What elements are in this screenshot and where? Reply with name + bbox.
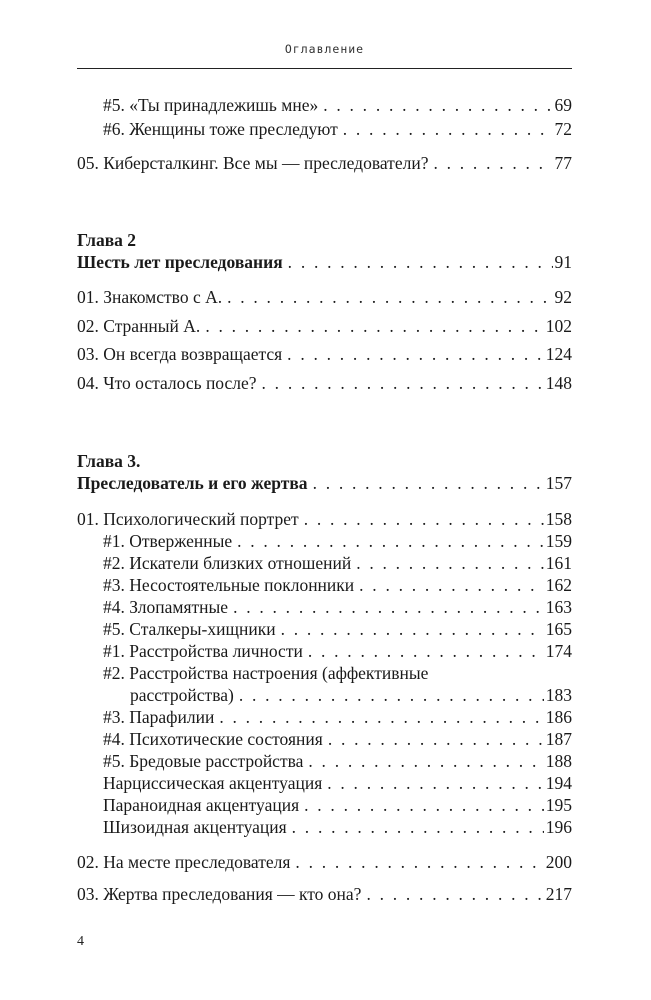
chapter-heading: Глава 2 [77, 230, 137, 250]
toc-entry-page: 69 [554, 95, 572, 115]
leader-dots [359, 574, 544, 596]
toc-entry-label: 02. Странный А. [77, 316, 201, 336]
toc-entry-page: 158 [545, 509, 572, 529]
toc-entry-page: 187 [545, 729, 572, 749]
toc-entry[interactable] [103, 816, 572, 838]
toc-entry[interactable] [77, 286, 572, 308]
toc-entry-page: 195 [545, 795, 572, 815]
leader-dots [356, 552, 544, 574]
toc-entry[interactable] [77, 152, 572, 174]
toc-entry-page: 124 [545, 344, 572, 364]
leader-dots [205, 315, 543, 337]
toc-entry-page: 165 [545, 619, 572, 639]
toc-entry[interactable] [77, 315, 572, 337]
toc-entry[interactable] [103, 728, 572, 750]
toc-entry-page: 163 [545, 597, 572, 617]
leader-dots [287, 343, 544, 365]
toc-entry-label: #1. Отверженные [103, 531, 233, 551]
toc-entry-label: 02. На месте преследователя [77, 852, 291, 872]
toc-entry[interactable] [103, 596, 572, 618]
toc-entry-label: #2. Искатели близких отношений [103, 553, 352, 573]
toc-entry-page: 217 [545, 884, 572, 904]
toc-entry-page: 194 [545, 773, 572, 793]
toc-entry-label: 03. Он всегда возвращается [77, 344, 283, 364]
toc-entry-page: 186 [545, 707, 572, 727]
leader-dots [343, 118, 553, 140]
toc-entry-page: 91 [554, 252, 572, 272]
toc-entry[interactable] [103, 574, 572, 596]
header-rule [77, 68, 572, 69]
leader-dots [308, 640, 544, 662]
toc-entry[interactable] [103, 552, 572, 574]
toc-entry[interactable] [103, 118, 572, 140]
toc-entry-label: расстройства) [130, 685, 234, 705]
leader-dots [292, 816, 544, 838]
toc-entry-label: 05. Киберсталкинг. Все мы — преследователи? [77, 153, 429, 173]
leader-dots [323, 94, 552, 116]
toc-entry-page: 161 [545, 553, 572, 573]
toc-entry-label: #1. Расстройства личности [103, 641, 303, 661]
toc-entry[interactable] [77, 851, 572, 873]
leader-dots [233, 596, 544, 618]
leader-dots [237, 530, 544, 552]
toc-entry-label: #4. Злопамятные [103, 597, 229, 617]
leader-dots [304, 794, 544, 816]
toc-entry[interactable] [77, 883, 572, 905]
toc-entry-page: 148 [545, 373, 572, 393]
chapter-title: Шесть лет преследования [77, 252, 283, 272]
toc-entry-label: 01. Психологический портрет [77, 509, 299, 529]
toc-entry[interactable] [103, 640, 572, 662]
leader-dots [227, 286, 552, 308]
leader-dots [288, 251, 553, 273]
leader-dots [295, 851, 543, 873]
leader-dots [304, 508, 544, 530]
toc-entry-label[interactable]: #2. Расстройства настроения (аффективные [103, 663, 429, 683]
chapter-title-entry[interactable] [77, 251, 572, 273]
toc-entry-page: 174 [545, 641, 572, 661]
toc-entry-label: Нарциссическая акцентуация [103, 773, 323, 793]
toc-entry[interactable] [103, 750, 572, 772]
toc-entry-page: 157 [545, 473, 572, 493]
toc-entry-label: 04. Что осталось после? [77, 373, 257, 393]
toc-entry[interactable] [77, 372, 572, 394]
leader-dots [328, 728, 544, 750]
toc-entry[interactable] [103, 94, 572, 116]
chapter-heading: Глава 3. [77, 451, 141, 471]
toc-entry-page: 188 [545, 751, 572, 771]
toc-entry-page: 77 [554, 153, 572, 173]
toc-entry-label: Параноидная акцентуация [103, 795, 300, 815]
toc-entry-label: #6. Женщины тоже преследуют [103, 119, 338, 139]
toc-entry[interactable] [103, 706, 572, 728]
toc-entry-label: #3. Парафилии [103, 707, 215, 727]
leader-dots [219, 706, 543, 728]
toc-entry-page: 92 [554, 287, 572, 307]
leader-dots [239, 684, 544, 706]
toc-entry-label: #5. «Ты принадлежишь мне» [103, 95, 319, 115]
toc-entry-label: 01. Знакомство с А. [77, 287, 223, 307]
toc-entry[interactable] [103, 530, 572, 552]
chapter-title-entry[interactable] [77, 472, 572, 494]
leader-dots [313, 472, 544, 494]
page-number: 4 [77, 934, 84, 949]
leader-dots [308, 750, 543, 772]
toc-entry-label: #5. Бредовые расстройства [103, 751, 304, 771]
toc-entry[interactable] [77, 343, 572, 365]
leader-dots [327, 772, 544, 794]
toc-entry-page: 196 [545, 817, 572, 837]
leader-dots [262, 372, 544, 394]
leader-dots [366, 883, 543, 905]
toc-entry-label: Шизоидная акцентуация [103, 817, 287, 837]
leader-dots [433, 152, 552, 174]
leader-dots [281, 618, 544, 640]
toc-entry-label: #3. Несостоятельные поклонники [103, 575, 355, 595]
toc-entry-page: 72 [554, 119, 572, 139]
toc-entry-page: 159 [545, 531, 572, 551]
toc-entry-label: #5. Сталкеры-хищники [103, 619, 276, 639]
toc-entry-page: 102 [545, 316, 572, 336]
toc-entry-page: 200 [545, 852, 572, 872]
toc-entry-page: 183 [545, 685, 572, 705]
running-header: Оглавление [284, 42, 365, 56]
toc-entry[interactable] [77, 508, 572, 530]
toc-entry[interactable] [103, 772, 572, 794]
toc-entry-label: 03. Жертва преследования — кто она? [77, 884, 362, 904]
chapter-title: Преследователь и его жертва [77, 473, 308, 493]
toc-entry[interactable] [103, 794, 572, 816]
toc-entry-page: 162 [545, 575, 572, 595]
toc-entry[interactable] [103, 618, 572, 640]
toc-entry[interactable] [130, 684, 572, 706]
toc-entry-label: #4. Психотические состояния [103, 729, 323, 749]
